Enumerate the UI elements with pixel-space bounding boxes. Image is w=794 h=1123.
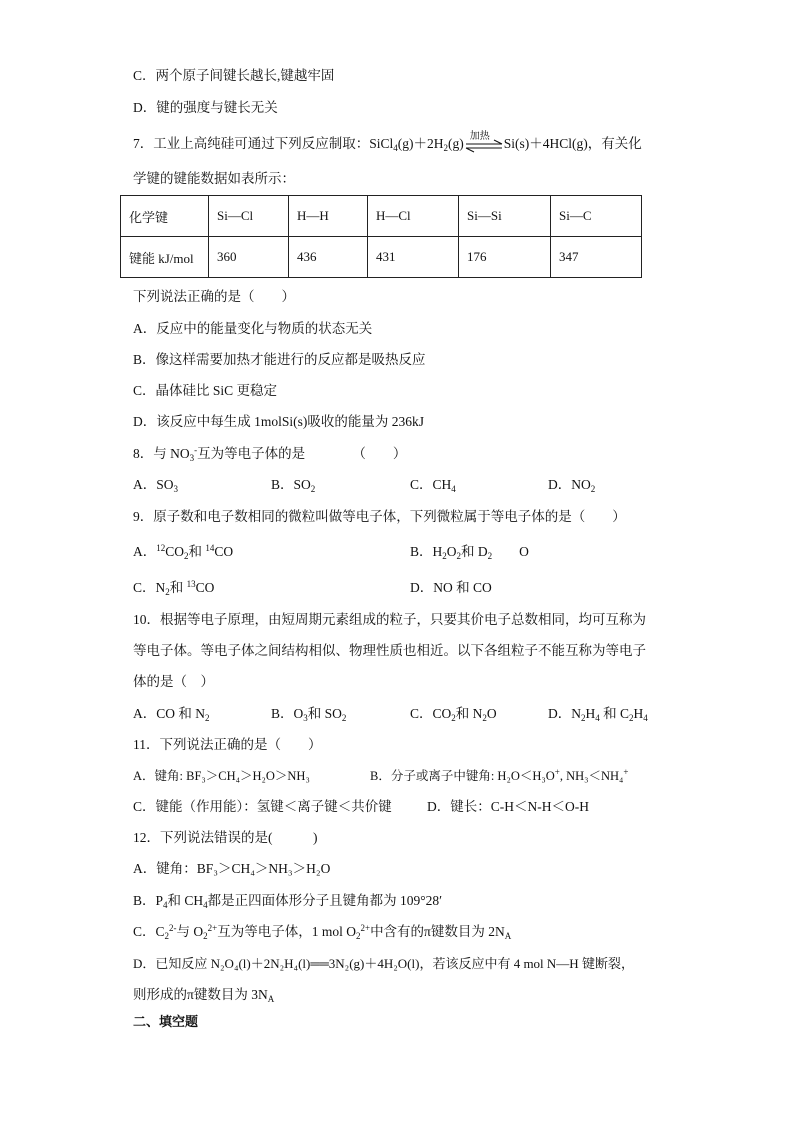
table-cell: H—H xyxy=(289,196,368,237)
q7-option-a: A．反应中的能量变化与物质的状态无关 xyxy=(133,321,373,336)
q9-option-d: D．NO 和 CO xyxy=(410,580,492,595)
q9-option-c: C．$N_2$和 $^{13}$CO xyxy=(133,579,215,597)
table-cell: Si—Cl xyxy=(209,196,289,237)
reversible-arrow-icon: 加热 xyxy=(464,135,504,153)
q11-option-b: B．分子或离子中键角: H₂O＜H₃O+, NH₃＜NH₄+ xyxy=(370,767,629,783)
table-cell: H—Cl xyxy=(368,196,459,237)
q12-stem: 12．下列说法错误的是( ) xyxy=(133,830,318,845)
table-cell: 键能 kJ/mol xyxy=(121,237,209,278)
q8-option-c: C．$CH_4$ xyxy=(410,477,456,494)
q12-option-d-line1: D．已知反应 N₂O₄(l)＋2N₂H₄(l)══3N₂(g)＋4H₂O(l)，若该反应中有 4 mol N—H 键断裂， xyxy=(133,956,634,971)
q10-option-b: B．$O_3$和 $SO_2$ xyxy=(271,706,347,723)
q10-stem-line2: 等电子体。等电子体之间结构相似、物理性质也相近。以下各组粒子不能互称为等电子 xyxy=(133,643,646,658)
q8-stem: 8．与 $NO_3^-$互为等电子体的是 （ ） xyxy=(133,445,407,463)
section-heading: 二、填空题 xyxy=(133,1014,199,1029)
table-cell: Si—Si xyxy=(459,196,551,237)
q11-option-a: A．键角: BF₃＞CH₄＞H₂O＞NH₃ xyxy=(133,769,310,783)
bond-energy-table xyxy=(120,195,642,278)
q12-option-c: C．$C_2^{2-}$与 $O_2^{2+}$互为等电子体，1 mol $O_2^{2+}$中含有的π键数目为 $2N_A$ xyxy=(133,923,512,941)
q7-prompt: 下列说法正确的是（ ） xyxy=(133,289,295,304)
table-row xyxy=(121,196,642,237)
q6-option-c: C．两个原子间键长越长,键越牢固 xyxy=(133,68,335,83)
q9-stem: 9．原子数和电子数相同的微粒叫做等电子体，下列微粒属于等电子体的是（ ） xyxy=(133,509,626,524)
q10-stem-line3: 体的是（ ） xyxy=(133,674,214,689)
q10-stem-line1: 10．根据等电子原理，由短周期元素组成的粒子，只要其价电子总数相同，均可互称为 xyxy=(133,612,646,627)
q11-option-c: C．键能（作用能）：氢键＜离子键＜共价键 xyxy=(133,799,392,814)
q8-option-d: D．$NO_2$ xyxy=(548,477,596,494)
q6-option-d: D．键的强度与键长无关 xyxy=(133,100,278,115)
table-cell: Si—C xyxy=(551,196,642,237)
table-cell: 化学键 xyxy=(121,196,209,237)
q12-option-a: A．键角：BF₃＞CH₄＞NH₃＞H₂O xyxy=(133,861,331,876)
q7-option-b: B．像这样需要加热才能进行的反应都是吸热反应 xyxy=(133,352,426,367)
q8-option-a: A．$SO_3$ xyxy=(133,477,179,494)
q9-option-b: B．$H_2O_2$和 $D_2$ O xyxy=(410,544,529,561)
q7-stem-line2: 学键的键能数据如表所示： xyxy=(133,171,295,186)
q7-option-c: C．晶体硅比 SiC 更稳定 xyxy=(133,383,278,398)
table-cell: 176 xyxy=(459,237,551,278)
q8-option-b: B．$SO_2$ xyxy=(271,477,316,494)
q11-option-d: D．键长：C-H＜N-H＜O-H xyxy=(427,799,589,814)
q10-option-c: C．$CO_2$和 $N_2O$ xyxy=(410,706,497,723)
table-cell: 436 xyxy=(289,237,368,278)
q7-option-d: D．该反应中每生成 1molSi(s)吸收的能量为 236kJ xyxy=(133,414,425,429)
q9-option-a: A．$^{12}CO_2$和 $^{14}$CO xyxy=(133,543,234,561)
q12-option-b: B．$P_4$和 $CH_4$都是正四面体形分子且键角都为 109°28′ xyxy=(133,893,443,910)
q11-stem: 11．下列说法正确的是（ ） xyxy=(133,737,322,752)
q10-option-d: D．$N_2H_4$ 和 $C_2H_4$ xyxy=(548,706,648,723)
table-cell: 431 xyxy=(368,237,459,278)
table-row xyxy=(121,237,642,278)
q10-option-a: A．CO 和 $N_2$ xyxy=(133,706,210,723)
table-cell: 347 xyxy=(551,237,642,278)
q12-option-d-line2: 则形成的π键数目为 $3N_A$ xyxy=(133,987,275,1004)
table-cell: 360 xyxy=(209,237,289,278)
q7-stem: 7．工业上高纯硅可通过下列反应制取：$SiCl_4(g)+2H_2(g)$ 加热 Si(s)＋4HCl(g)，有关化 xyxy=(133,131,642,153)
